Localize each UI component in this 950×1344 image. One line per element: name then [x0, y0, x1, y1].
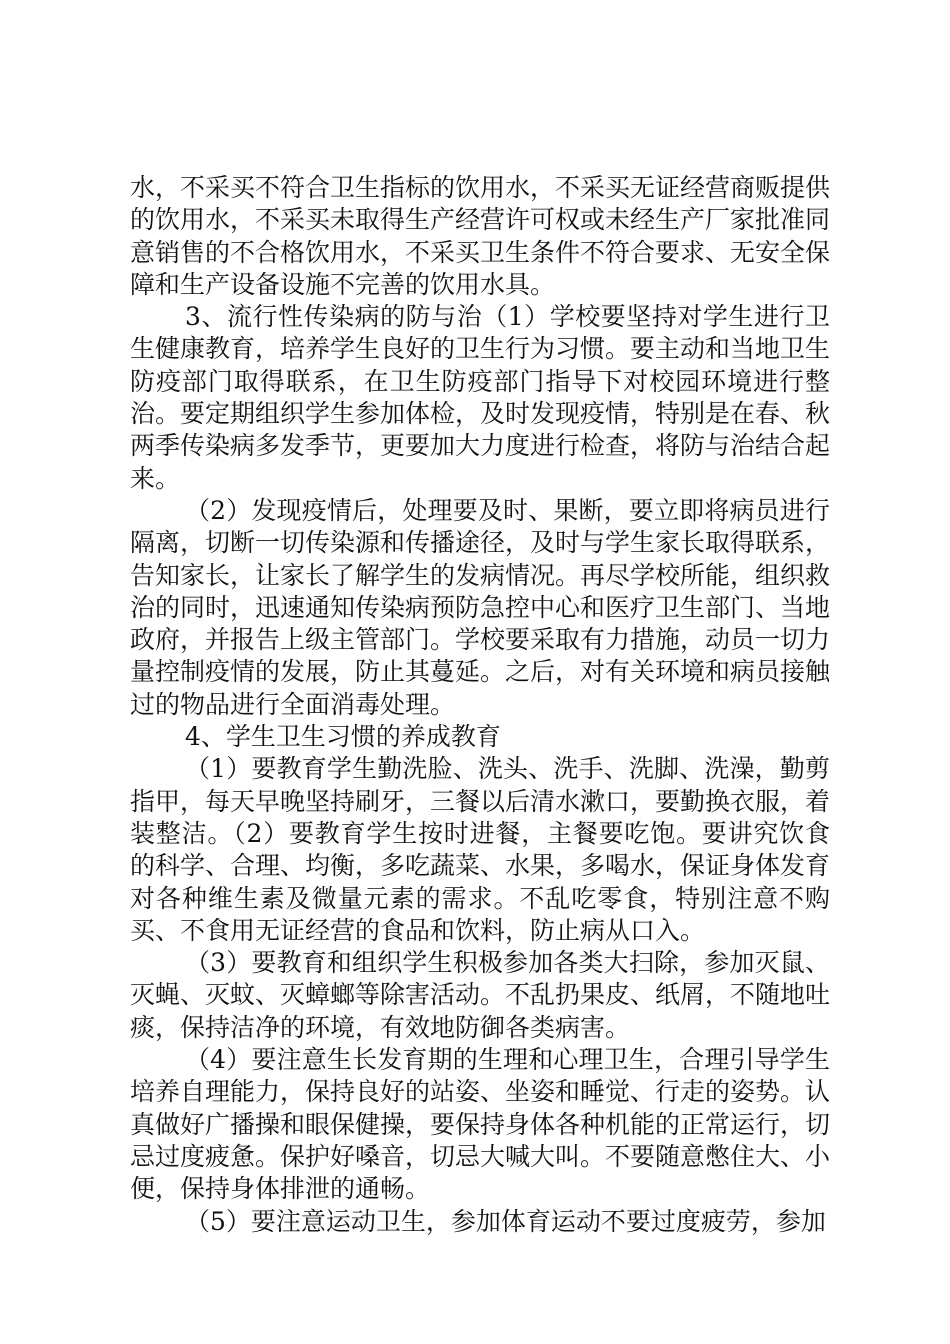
- paragraph-environment-cleaning: （3）要教育和组织学生积极参加各类大扫除，参加灭鼠、灭蝇、灭蚊、灭蟑螂等除害活动。不乱扔果皮、纸屑，不随地吐痰，保持洁净的环境，有效地防御各类病害。: [130, 948, 831, 1042]
- section-heading-hygiene-habits: 4、学生卫生习惯的养成教育: [185, 722, 501, 752]
- paragraph-sports-hygiene: （5）要注意运动卫生，参加体育运动不要过度疲劳，参加: [185, 1206, 826, 1236]
- paragraph-drinking-water: 水，不采买不符合卫生指标的饮用水，不采买无证经营商贩提供的饮用水，不采买未取得生产经营许可权或未经生产厂家批准同意销售的不合格饮用水，不采买卫生条件不符合要求、无安全保障和生产设备设施不完善的饮用水具。: [130, 173, 831, 299]
- paragraph-epidemic-response: （2）发现疫情后，处理要及时、果断，要立即将病员进行隔离，切断一切传染源和传播途径，及时与学生家长取得联系，告知家长，让家长了解学生的发病情况。再尽学校所能，组织救治的同时，迅速通知传染病预防急控中心和医疗卫生部门、当地政府，并报告上级主管部门。学校要采取有力措施，动员一切力量控制疫情的发展，防止其蔓延。之后，对有关环境和病员接触过的物品进行全面消毒处理。: [130, 495, 831, 719]
- paragraph-growth-hygiene: （4）要注意生长发育期的生理和心理卫生，合理引导学生培养自理能力，保持良好的站姿、坐姿和睡觉、行走的姿势。认真做好广播操和眼保健操，要保持身体各种机能的正常运行，切忌过度疲惫。保护好嗓音，切忌大喊大叫。不要随意憋住大、小便，保持身体排泄的通畅。: [130, 1045, 831, 1204]
- paragraph-personal-hygiene: （1）要教育学生勤洗脸、洗头、洗手、洗脚、洗澡，勤剪指甲，每天早晚坚持刷牙，三餐以后清水漱口，要勤换衣服，着装整洁。（2）要教育学生按时进餐，主餐要吃饱。要讲究饮食的科学、合理、均衡，多吃蔬菜、水果，多喝水，保证身体发育对各种维生素及微量元素的需求。不乱吃零食，特别注意不购买、不食用无证经营的食品和饮料，防止病从口入。: [130, 754, 831, 945]
- document-page: [130, 172, 830, 1238]
- paragraph-epidemic-prevention: 3、流行性传染病的防与治（1）学校要坚持对学生进行卫生健康教育，培养学生良好的卫生行为习惯。要主动和当地卫生防疫部门取得联系，在卫生防疫部门指导下对校园环境进行整治。要定期组织学生参加体检，及时发现疫情，特别是在春、秋两季传染病多发季节，更要加大力度进行检查，将防与治结合起来。: [130, 302, 831, 493]
